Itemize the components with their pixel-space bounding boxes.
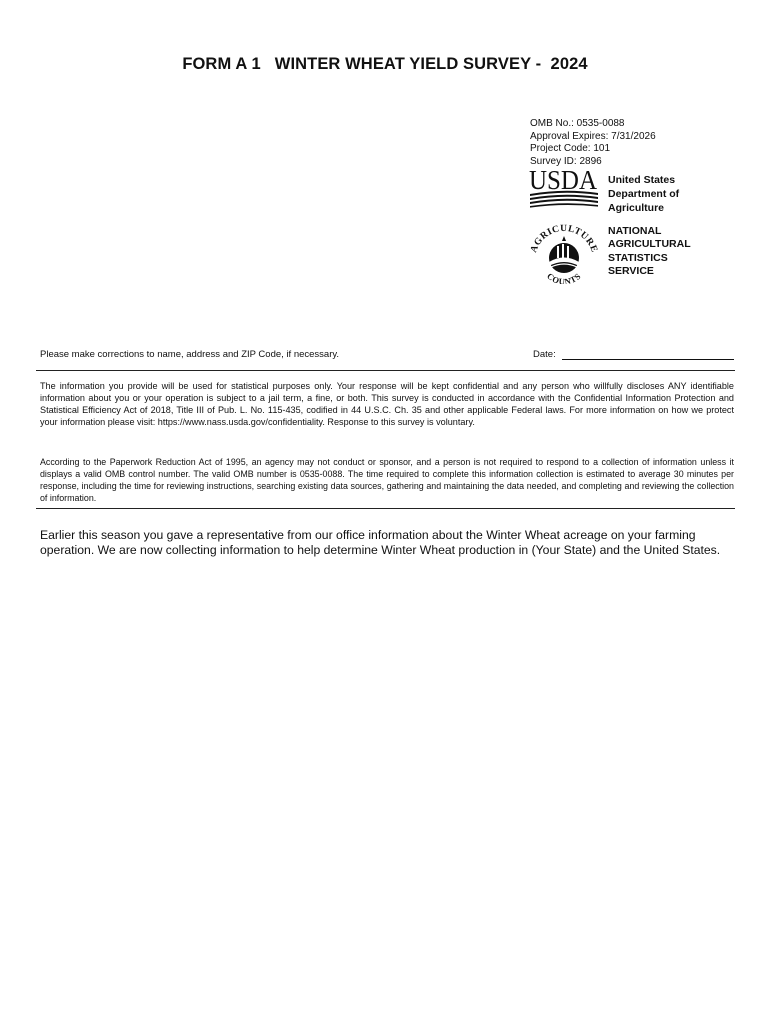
usda-logo xyxy=(528,168,600,212)
intro-paragraph: Earlier this season you gave a representative from our office information about the Winter Wheat acreage on your farming operation. We are now collecting information to help determine Winter Wheat production in (Your State) and the United States. xyxy=(40,528,721,557)
nass-line4: SERVICE xyxy=(608,264,654,277)
nass-line3: STATISTICS xyxy=(608,251,668,264)
divider-top xyxy=(36,370,735,371)
date-label: Date: xyxy=(533,349,556,360)
address-corrections-note: Please make corrections to name, address and ZIP Code, if necessary. xyxy=(40,349,340,360)
nass-name xyxy=(608,225,691,278)
omb-number: OMB No.: 0535-0088 xyxy=(530,118,625,129)
nass-line1: NATIONAL xyxy=(608,225,662,237)
usda-name-line3: Agriculture xyxy=(608,202,665,214)
approval-expires: Approval Expires: 7/31/2026 xyxy=(530,130,656,142)
seal-text-bottom: COUNTS xyxy=(545,270,583,284)
seal-text-top: AGRICULTURE xyxy=(529,223,599,255)
usda-logo-text: USDA xyxy=(529,168,598,195)
date-field[interactable] xyxy=(562,359,734,360)
form-title: FORM A 1 WINTER WHEAT YIELD SURVEY - 2024 xyxy=(182,55,588,73)
survey-id: Survey ID: 2896 xyxy=(530,155,602,167)
agriculture-counts-seal xyxy=(526,222,602,284)
usda-department-name xyxy=(608,173,679,215)
usda-name-line2: Department of xyxy=(608,188,680,200)
confidentiality-notice: The information you provide will be used for statistical purposes only. Your response will be kept confidential and any person who willfully discloses ANY identifiable information about you or your operation is subject to a jail term, a fine, or both. This survey is conducted in accordance with the Confidential Information Protection and Statistical Efficiency Act of 2018, Title III of Pub. L. No. 115-435, codified in 44 U.S.C. Ch. 35 and other applicable Federal laws. For more information on how we protect your information please visit: https://www.nass.usda.gov/confidentiality. Response to this survey is voluntary. xyxy=(40,381,734,427)
project-code: Project Code: 101 xyxy=(530,143,611,154)
nass-line2: AGRICULTURAL xyxy=(608,238,691,251)
divider-bottom xyxy=(36,508,735,509)
omb-info-block xyxy=(530,118,656,168)
usda-name-line1: United States xyxy=(608,174,676,186)
paperwork-reduction-notice: According to the Paperwork Reduction Act of 1995, an agency may not conduct or sponsor, and a person is not required to respond to a collection of information unless it displays a valid OMB control number. The valid OMB number is 0535-0088. The time required to complete this information collection is estimated to average 30 minutes per response, including the time for reviewing instructions, searching existing data sources, gathering and maintaining the data needed, and completing and reviewing the collection of information. xyxy=(40,457,734,503)
